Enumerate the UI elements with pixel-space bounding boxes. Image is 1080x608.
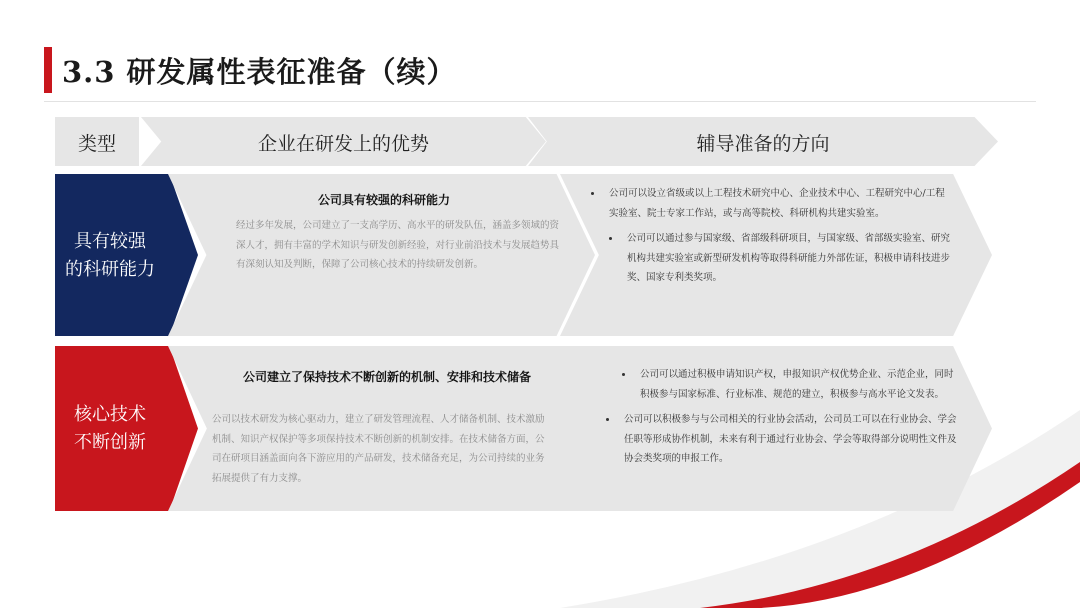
row2-type-label <box>55 401 165 457</box>
row1-advantage-heading: 公司具有较强的科研能力 <box>317 193 450 207</box>
row2-direction-list <box>600 365 958 475</box>
header-advantage-label: 企业在研发上的优势 <box>257 133 429 155</box>
row2-advantage-heading: 公司建立了保持技术不断创新的机制、安排和技术储备 <box>242 370 531 384</box>
row2-advantage-paragraph: 公司以技术研发为核心驱动力，建立了研发管理流程、人才储备机制、技术激励机制、知识产权保护等多项保持技术不断创新的机制安排。在技术储备方面，公司在研项目涵盖面向各下游应用的产品研发，技术储备充足，为公司持续的业务拓展提供了有力支撑。 <box>212 414 545 484</box>
row1-type-label <box>55 228 165 284</box>
row2-label-line2: 不断创新 <box>74 432 146 453</box>
row2-direction-bullet-2: • 公司可以积极参与与公司相关的行业协会活动，公司员工可以在行业协会、学会任职等形成协作机制，未来有利于通过行业协会、学会等取得部分说明性文件及协会类奖项的申报工作。 <box>618 410 958 469</box>
row2-label-line1: 核心技术 <box>74 404 146 425</box>
row1-advantage-paragraph: 经过多年发展，公司建立了一支高学历、高水平的研发队伍，涵盖多领域的资深人才，拥有丰富的学术知识与研发创新经验，对行业前沿技术与发展趋势具有深刻认知及判断，保障了公司核心技术的持续研发创新。 <box>236 220 560 270</box>
page-title: 3.3 研发属性表征准备（续） <box>62 55 457 89</box>
title-divider <box>44 101 1036 102</box>
row1-label-line2: 的科研能力 <box>65 259 155 280</box>
row2-direction-bullet-1: • 公司可以通过积极申请知识产权，申报知识产权优势企业、示范企业，同时积极参与国家标准、行业标准、规范的建立，积极参与高水平论文发表。 <box>634 365 958 404</box>
row1-direction-list <box>585 184 953 294</box>
header-type-label: 类型 <box>77 133 116 155</box>
header-direction-label: 辅导准备的方向 <box>696 133 830 155</box>
row1-direction-bullet-1: • 公司可以设立省级或以上工程技术研究中心、企业技术中心、工程研究中心/工程实验室、院士专家工作站，或与高等院校、科研机构共建实验室。 <box>603 184 953 223</box>
title-accent-bar <box>44 47 52 93</box>
row1-label-line1: 具有较强 <box>74 231 146 252</box>
row1-direction-bullet-2: • 公司可以通过参与国家级、省部级科研项目，与国家级、省部级实验室、研究机构共建实验室或新型研发机构等取得科研能力外部佐证，积极申请科技进步奖、国家专利类奖项。 <box>621 229 953 288</box>
